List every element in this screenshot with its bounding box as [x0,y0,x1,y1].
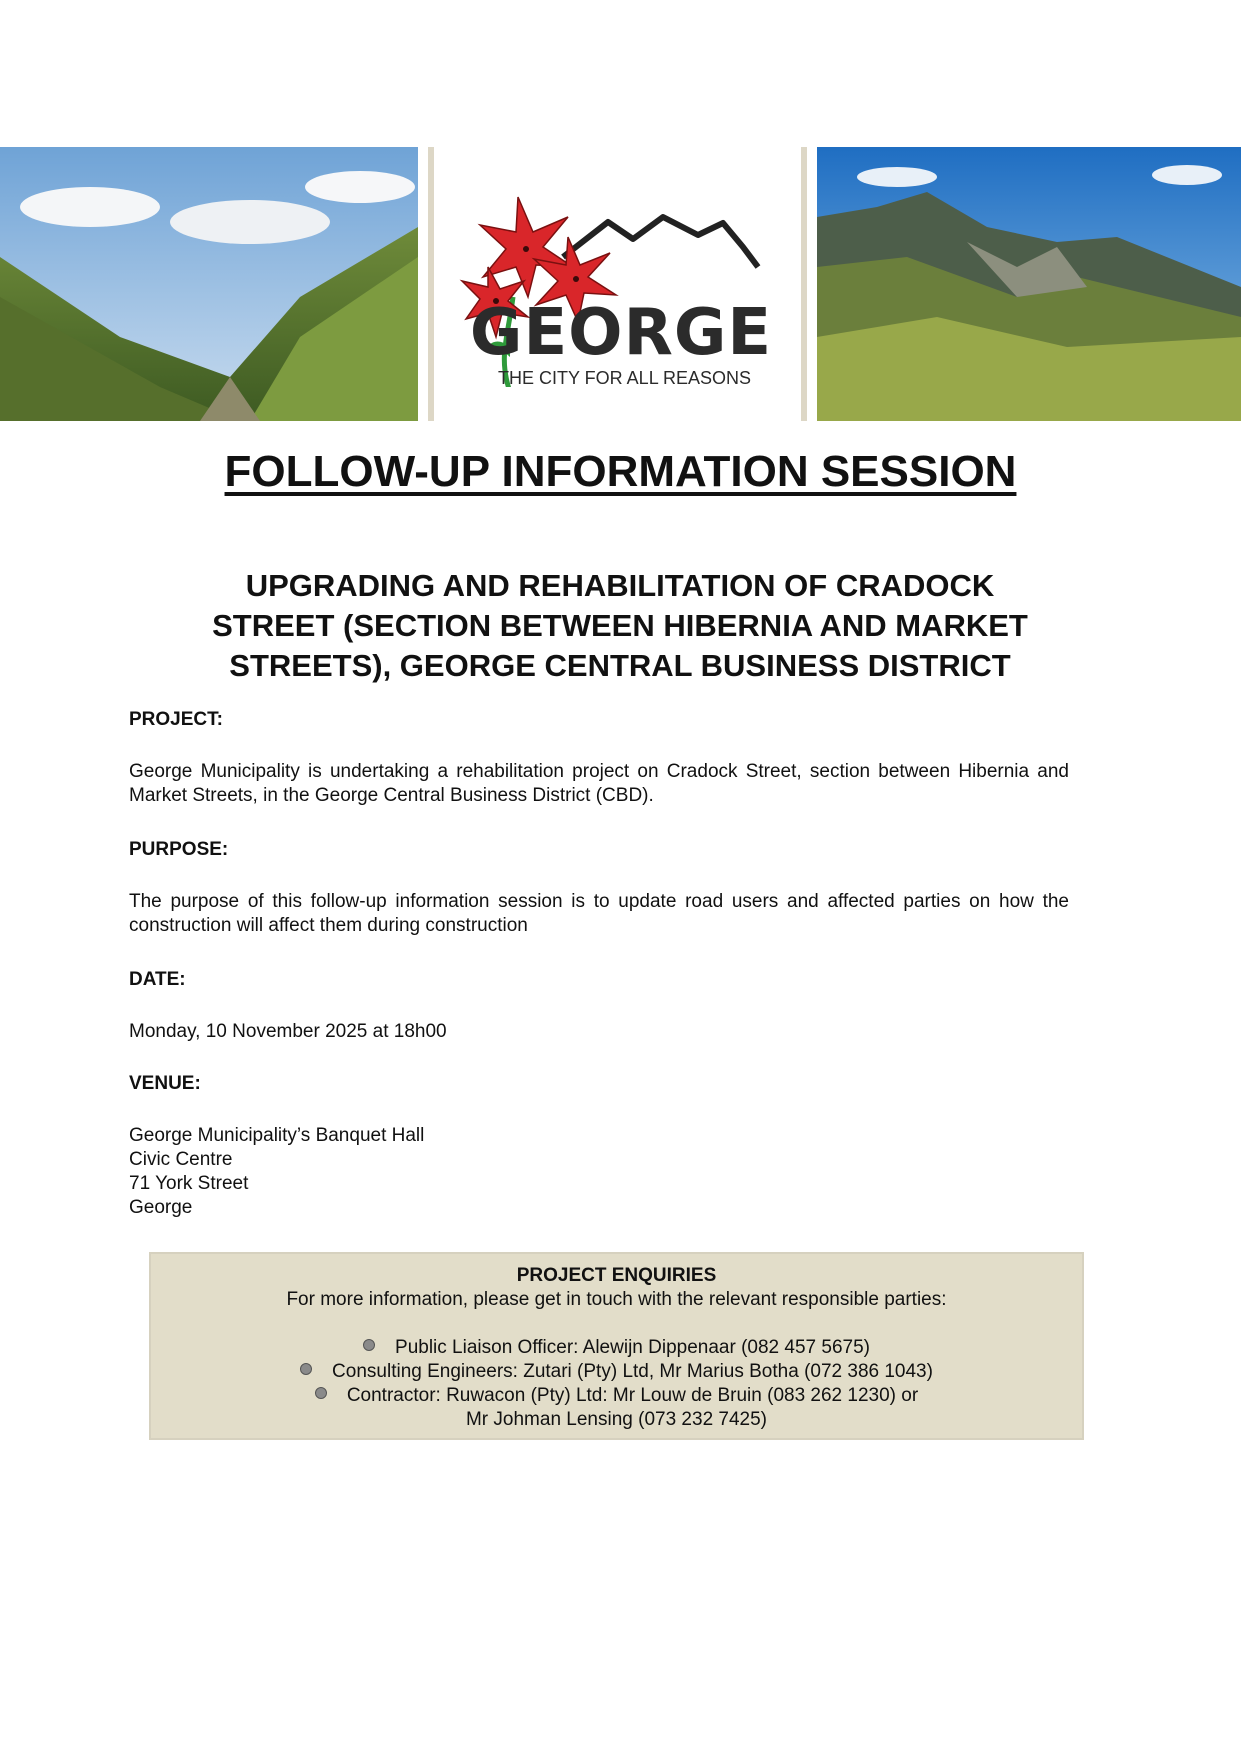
header-banner [0,147,1241,421]
subtitle-line: STREET (SECTION BETWEEN HIBERNIA AND MARKET [212,608,1028,643]
venue-line: Civic Centre [129,1149,233,1170]
venue-line: George [129,1197,193,1218]
date-value: Monday, 10 November 2025 at 18h00 [129,1021,447,1042]
list-item [151,1336,1082,1360]
contact-list [151,1336,1082,1432]
mountain-peak-photo [817,147,1241,421]
city-logo-panel [418,147,817,421]
panel-divider [801,147,807,421]
contact-text: Mr Johman Lensing (073 232 7425) [465,1409,768,1430]
venue-line: 71 York Street [129,1173,249,1194]
page-title: FOLLOW-UP INFORMATION SESSION [224,447,1017,496]
subtitle-line: STREETS), GEORGE CENTRAL BUSINESS DISTRICT [229,648,1011,683]
purpose-description: The purpose of this follow-up information session is to update road users and affected parties on how the construction will affect them during construction [129,891,1069,936]
list-item-continuation [151,1408,1082,1432]
bullet-icon [363,1339,375,1351]
enquiries-intro: For more information, please get in touch with the relevant responsible parties: [286,1289,947,1310]
panel-divider [428,147,434,421]
bullet-icon [315,1387,327,1399]
logo-wordmark: GEORGE [469,296,773,370]
logo-tagline: THE CITY FOR ALL REASONS [498,368,752,388]
bullet-icon [300,1363,312,1375]
project-subtitle [150,566,1090,686]
venue-line: George Municipality’s Banquet Hall [129,1125,425,1146]
list-item [151,1384,1082,1408]
mountain-valley-photo [0,147,418,421]
contact-text: Contractor: Ruwacon (Pty) Ltd: Mr Louw de Bruin (083 262 1230) or [346,1385,919,1406]
contact-text: Consulting Engineers: Zutari (Pty) Ltd, Mr Marius Botha (072 386 1043) [332,1361,933,1382]
contact-text: Public Liaison Officer: Alewijn Dippenaar (082 457 5675) [395,1337,870,1358]
project-label: PROJECT: [129,709,223,730]
list-item [151,1360,1082,1384]
venue-address [129,1124,1069,1220]
date-label: DATE: [129,969,186,990]
venue-label: VENUE: [129,1073,201,1094]
enquiries-title: PROJECT ENQUIRIES [516,1265,717,1286]
purpose-label: PURPOSE: [129,839,229,860]
subtitle-line: UPGRADING AND REHABILITATION OF CRADOCK [245,568,995,603]
project-description: George Municipality is undertaking a rehabilitation project on Cradock Street, section between Hibernia and Market Streets, in the George Central Business District (CBD). [129,761,1069,806]
project-enquiries-box [149,1252,1084,1440]
